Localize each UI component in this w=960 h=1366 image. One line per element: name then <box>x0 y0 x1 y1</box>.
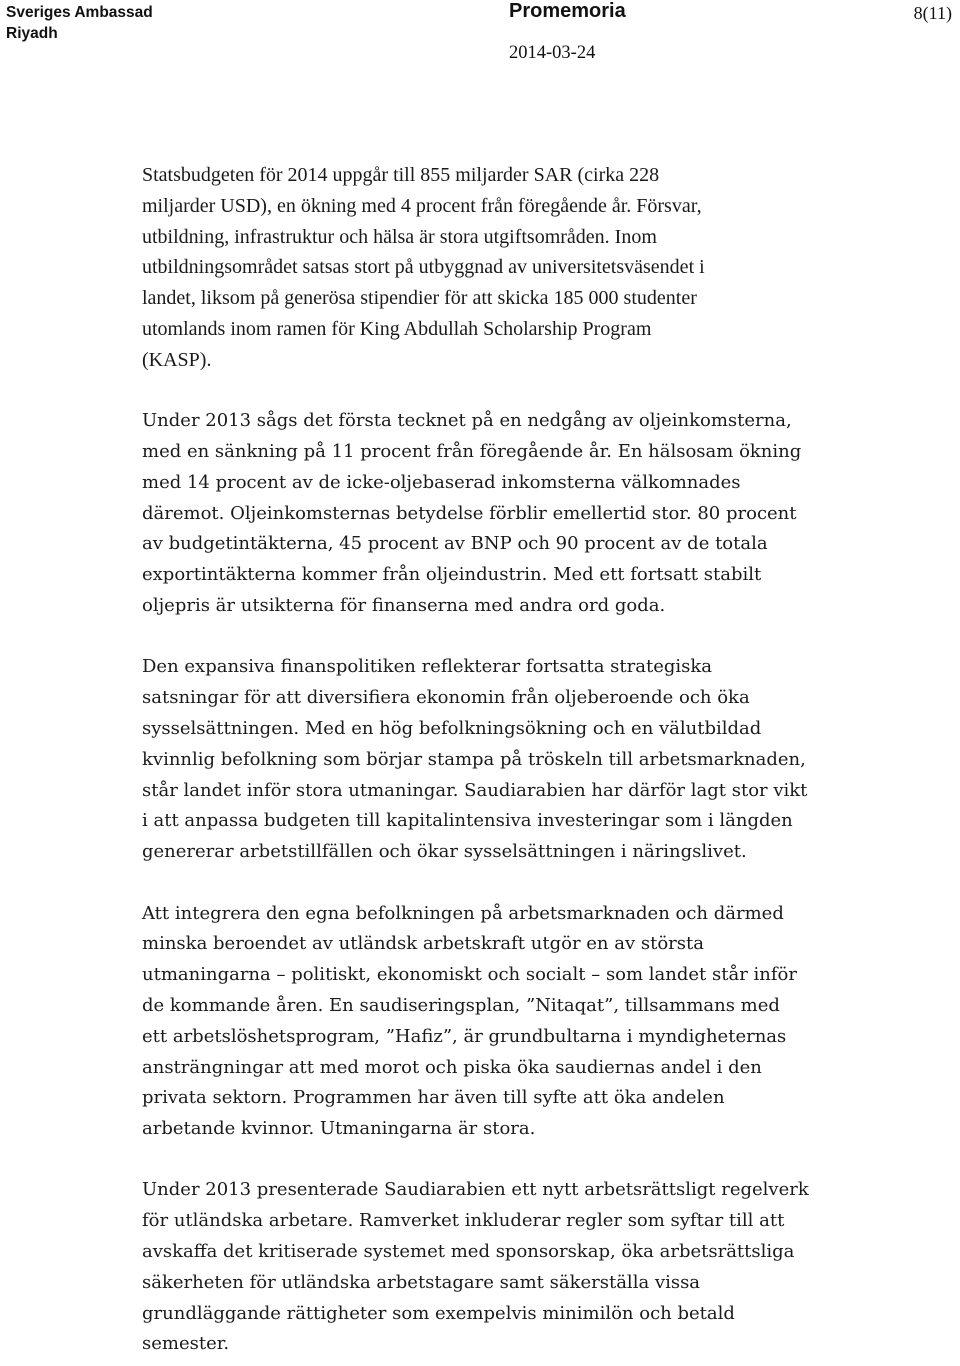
text-line: utmaningarna – politiskt, ekonomiskt och socialt – som landet står inför <box>142 964 797 986</box>
text-line: miljarder USD), en ökning med 4 procent från föregående år. Försvar, <box>142 194 702 217</box>
text-line: genererar arbetstillfällen och ökar sysselsättningen i näringslivet. <box>142 841 747 863</box>
text-line: säkerheten för utländska arbetstagare samt säkerställa vissa <box>142 1271 701 1293</box>
text-line: för utländska arbetare. Ramverket inkluderar regler som syftar till att <box>142 1210 785 1232</box>
body-paragraph <box>142 406 854 622</box>
text-line: med 14 procent av de icke-oljebaserad inkomsterna välkomnades <box>142 471 741 493</box>
body-paragraph <box>142 160 854 376</box>
text-line: utbildning, infrastruktur och hälsa är stora utgiftsområden. Inom <box>142 225 657 248</box>
text-line: sysselsättningen. Med en hög befolkningsökning och en välutbildad <box>142 717 762 739</box>
text-line: utbildningsområdet satsas stort på utbyggnad av universitetsväsendet i <box>142 256 705 279</box>
text-line: exportintäkterna kommer från oljeindustrin. Med ett fortsatt stabilt <box>142 564 762 586</box>
text-line: står landet inför stora utmaningar. Saudiarabien har därför lagt stor vikt <box>142 779 808 801</box>
text-line: de kommande åren. En saudiseringsplan, ”Nitaqat”, tillsammans med <box>142 994 780 1016</box>
text-line: ett arbetslöshetsprogram, ”Hafiz”, är grundbultarna i myndigheternas <box>142 1025 787 1047</box>
text-line: Att integrera den egna befolkningen på arbetsmarknaden och därmed <box>142 902 784 924</box>
document-date: 2014-03-24 <box>509 43 596 63</box>
text-line: satsningar för att diversifiera ekonomin från oljeberoende och öka <box>142 687 750 709</box>
text-line: med en sänkning på 11 procent från föregående år. En hälsosam ökning <box>142 440 802 462</box>
text-line: arbetande kvinnor. Utmaningarna är stora. <box>142 1118 536 1140</box>
body-paragraph <box>142 1175 854 1360</box>
text-line: ansträngningar att med morot och piska öka saudiernas andel i den <box>142 1056 762 1078</box>
text-line: däremot. Oljeinkomsternas betydelse förblir emellertid stor. 80 procent <box>142 502 797 524</box>
text-line: (KASP). <box>142 348 212 371</box>
text-line: grundläggande rättigheter som exempelvis minimilön och betald <box>142 1302 735 1324</box>
text-line: Under 2013 presenterade Saudiarabien ett nytt arbetsrättsligt regelverk <box>142 1179 809 1201</box>
text-line: Den expansiva finanspolitiken reflekterar fortsatta strategiska <box>142 656 713 678</box>
document-title: Promemoria <box>509 0 626 22</box>
text-line: avskaffa det kritiserade systemet med sponsorskap, öka arbetsrättsliga <box>142 1241 795 1263</box>
text-line: av budgetintäkterna, 45 procent av BNP och 90 procent av de totala <box>142 533 768 555</box>
text-line: landet, liksom på generösa stipendier för att skicka 185 000 studenter <box>142 287 697 310</box>
text-line: privata sektorn. Programmen har även till syfte att öka andelen <box>142 1087 725 1109</box>
text-line: Under 2013 sågs det första tecknet på en nedgång av oljeinkomsterna, <box>142 410 792 432</box>
text-line: minska beroendet av utländsk arbetskraft utgör en av största <box>142 933 704 955</box>
text-line: Statsbudgeten för 2014 uppgår till 855 miljarder SAR (cirka 228 <box>142 164 660 186</box>
text-line: semester. <box>142 1333 230 1355</box>
sender-block <box>6 2 153 44</box>
page-indicator: 8(11) <box>913 3 952 23</box>
text-line: i att anpassa budgeten till kapitalintensiva investeringar som i längden <box>142 810 793 832</box>
document-body <box>142 160 854 1366</box>
sender-name: Sveriges Ambassad <box>6 4 153 21</box>
sender-city: Riyadh <box>6 25 58 42</box>
text-line: utomlands inom ramen för King Abdullah Scholarship Program <box>142 317 652 340</box>
body-paragraph <box>142 652 854 868</box>
text-line: oljepris är utsikterna för finanserna med andra ord goda. <box>142 594 666 616</box>
body-paragraph <box>142 899 854 1145</box>
text-line: kvinnlig befolkning som börjar stampa på tröskeln till arbetsmarknaden, <box>142 748 806 770</box>
